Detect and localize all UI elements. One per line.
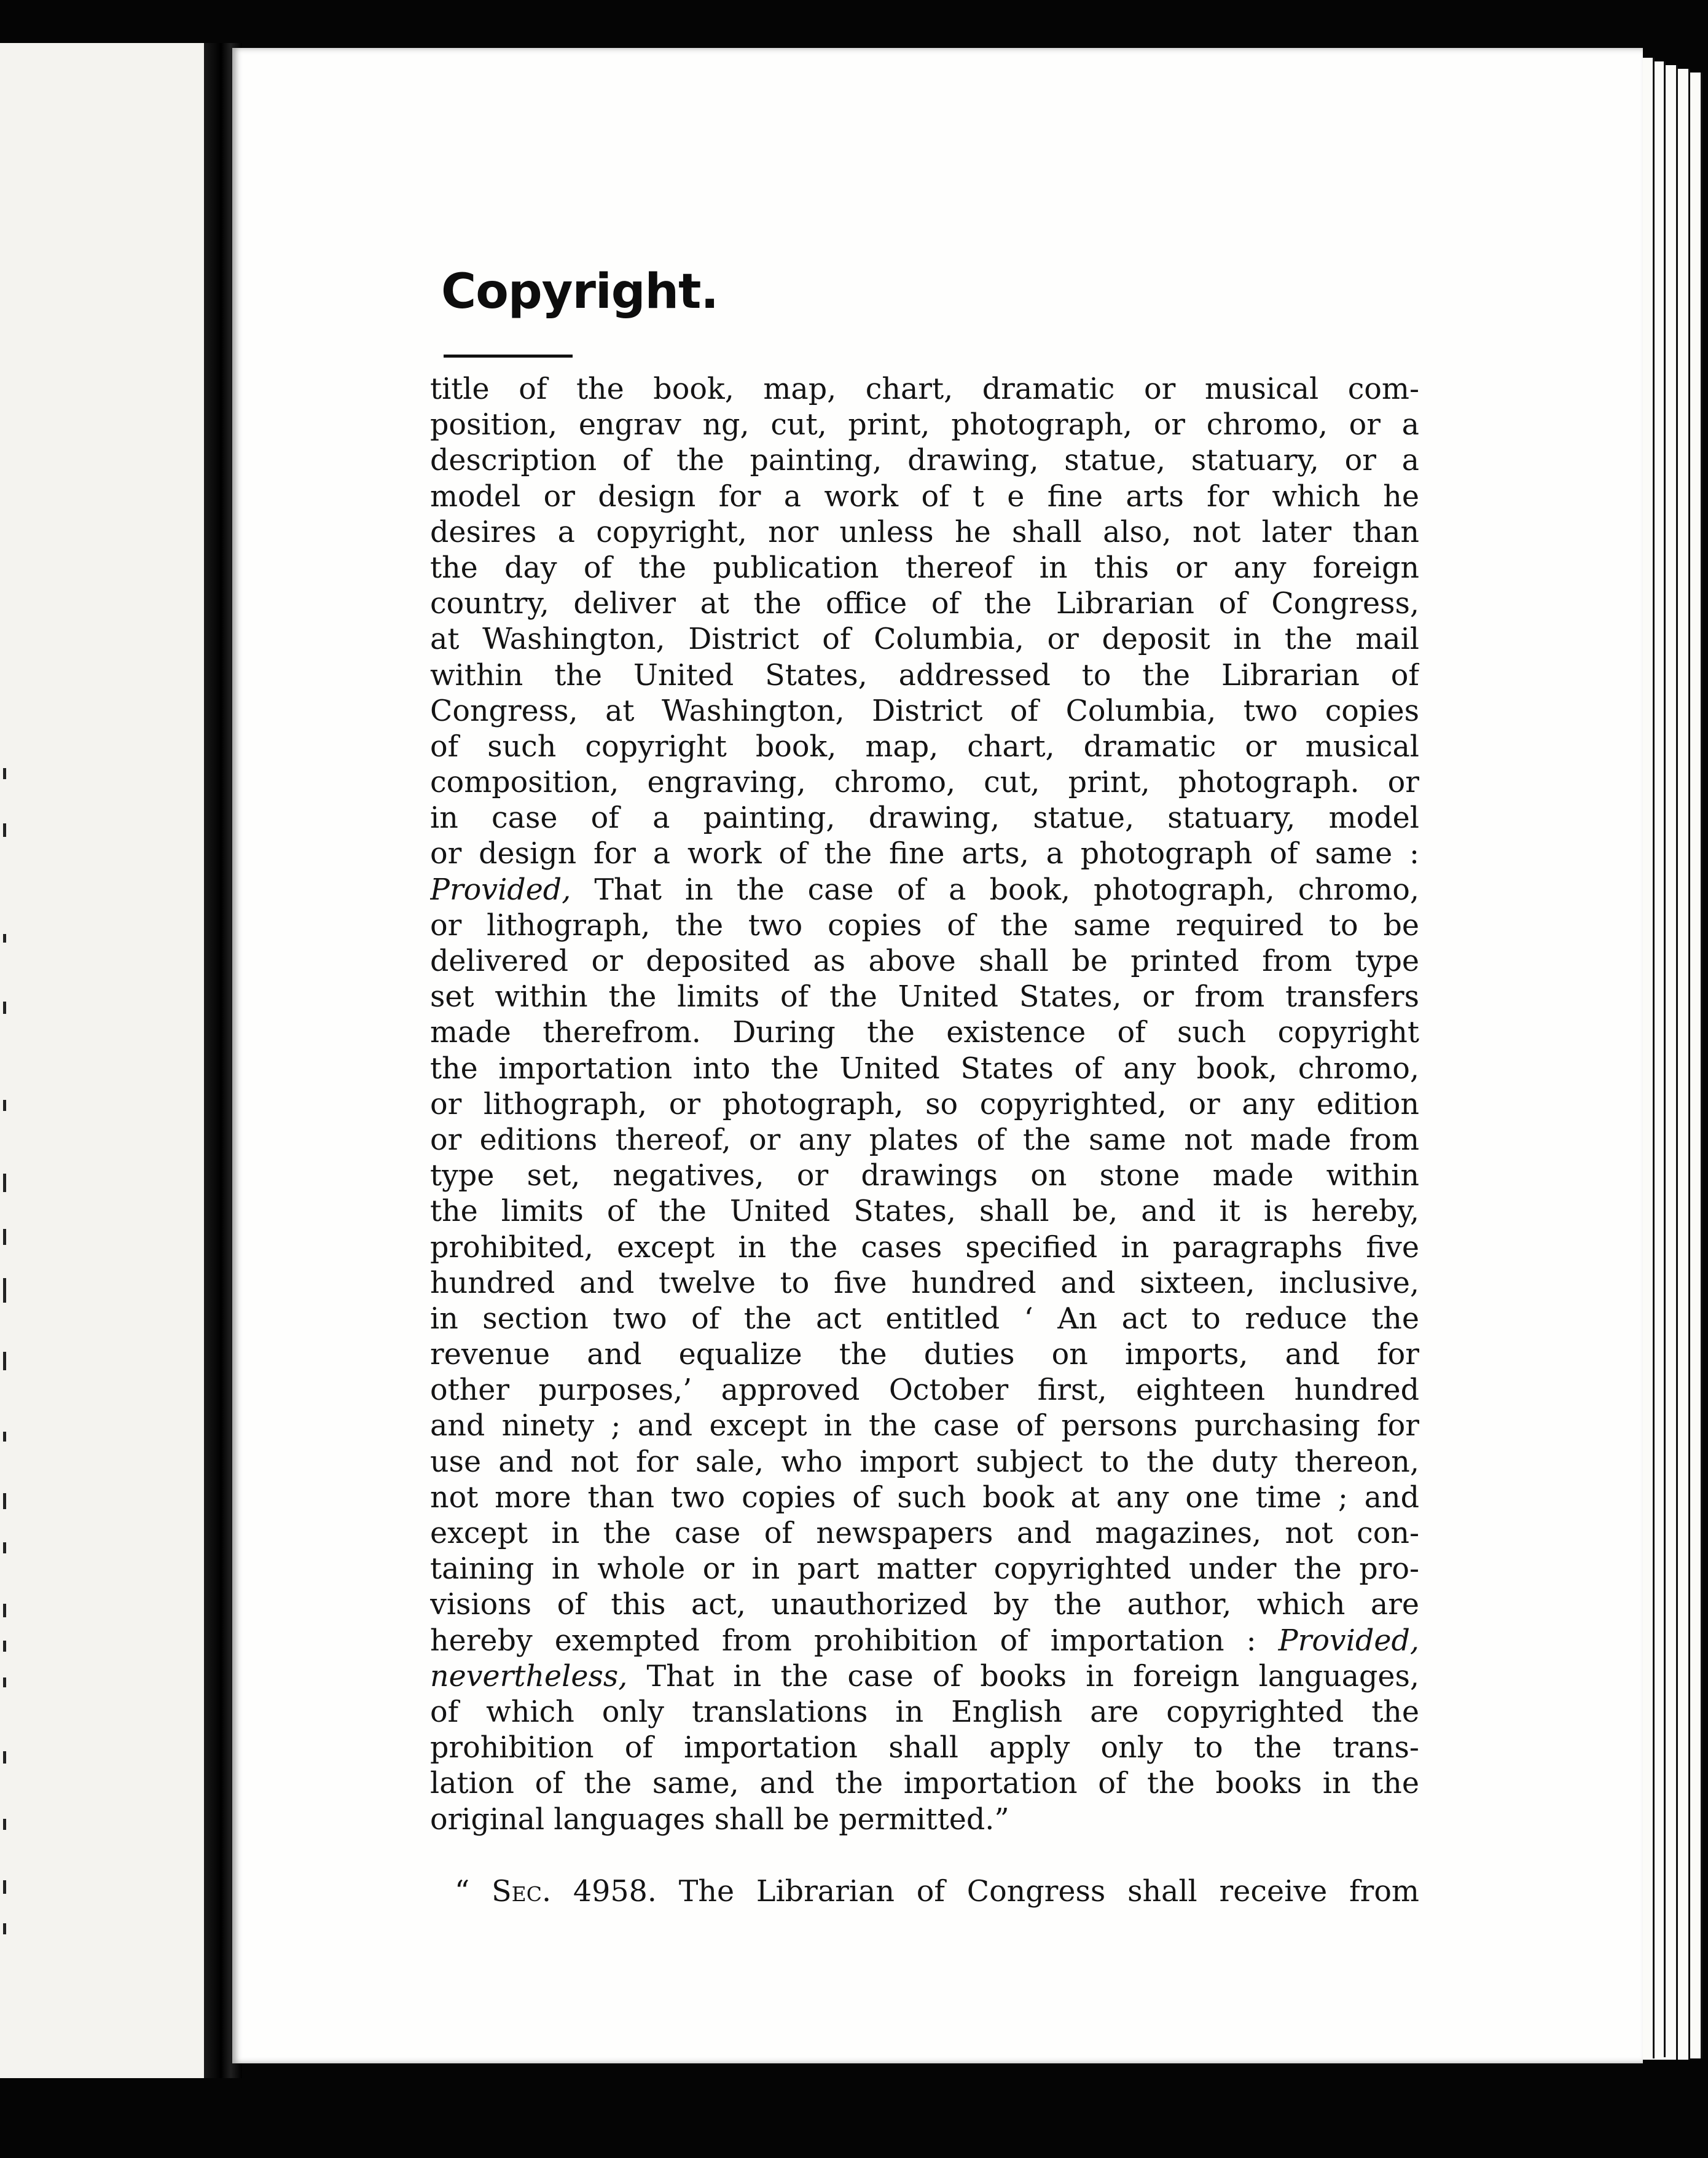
text-line: the importation into the United States of any book, chromo,	[430, 1051, 1419, 1086]
italic-provided: Provided,	[1278, 1623, 1419, 1658]
text-line: prohibited, except in the cases specified in paragraphs five	[430, 1230, 1419, 1265]
text-line: or lithograph, or photograph, so copyrighted, or any edition	[430, 1087, 1419, 1121]
text-line: except in the case of newspapers and magazines, not con-	[430, 1516, 1419, 1550]
text-line: in case of a painting, drawing, statue, statuary, model	[430, 801, 1419, 836]
section-heading-line	[455, 1874, 1419, 1910]
text-line: in section two of the act entitled ‘ An act to reduce the	[430, 1301, 1419, 1336]
text-line: description of the painting, drawing, statue, statuary, or a	[430, 444, 1419, 478]
facing-page-edge	[0, 43, 224, 2078]
body-text	[430, 372, 1419, 1838]
text-line: lation of the same, and the importation of the books in the	[430, 1767, 1419, 1801]
text-line: at Washington, District of Columbia, or deposit in the mail	[430, 622, 1419, 657]
section-label: Sec.	[492, 1875, 552, 1909]
section-number: 4958.	[551, 1875, 657, 1909]
text-line: Congress, at Washington, District of Columbia, two copies	[430, 694, 1419, 728]
text-line: taining in whole or in part matter copyrighted under the pro-	[430, 1552, 1419, 1587]
text-line: position, engrav ng, cut, print, photograph, or chromo, or a	[430, 408, 1419, 442]
text-line: type set, negatives, or drawings on stone made within	[430, 1159, 1419, 1193]
text-line: of which only translations in English are copyrighted the	[430, 1695, 1419, 1729]
text-line: country, deliver at the office of the Librarian of Congress,	[430, 587, 1419, 621]
text-line-nevertheless	[430, 1659, 1419, 1695]
text-line: revenue and equalize the duties on imports, and for	[430, 1338, 1419, 1372]
text-fragment: hereby exempted from prohibition of importation :	[430, 1623, 1279, 1658]
open-quote: “	[455, 1875, 492, 1909]
text-line: or design for a work of the fine arts, a photograph of same :	[430, 837, 1419, 871]
italic-provided: Provided,	[430, 873, 571, 907]
text-line: title of the book, map, chart, dramatic or musical com-	[430, 372, 1419, 406]
running-head: Copyright.	[441, 264, 718, 320]
text-line: composition, engraving, chromo, cut, print, photograph. or	[430, 766, 1419, 800]
text-line: of such copyright book, map, chart, dramatic or musical	[430, 729, 1419, 764]
text-line: the day of the publication thereof in this or any foreign	[430, 551, 1419, 585]
section-text: The Librarian of Congress shall receive from	[656, 1875, 1419, 1909]
text-line: hundred and twelve to five hundred and sixteen, inclusive,	[430, 1266, 1419, 1300]
text-line: or editions thereof, or any plates of the same not made from	[430, 1123, 1419, 1157]
text-line: desires a copyright, nor unless he shall also, not later than	[430, 515, 1419, 549]
text-line: and ninety ; and except in the case of persons purchasing for	[430, 1409, 1419, 1443]
text-line: delivered or deposited as above shall be printed from type	[430, 944, 1419, 978]
text-line-provided	[430, 873, 1419, 908]
text-line: made therefrom. During the existence of such copyright	[430, 1016, 1419, 1050]
text-line: prohibition of importation shall apply only to the trans-	[430, 1731, 1419, 1765]
text-line-exempt	[430, 1623, 1419, 1659]
text-line: model or design for a work of t e fine arts for which he	[430, 479, 1419, 514]
text-line: not more than two copies of such book at any one time ; and	[430, 1480, 1419, 1515]
running-head-rule	[444, 355, 573, 358]
text-line: other purposes,’ approved October first, eighteen hundred	[430, 1373, 1419, 1408]
text-line: visions of this act, unauthorized by the author, which are	[430, 1588, 1419, 1622]
text-fragment: That in the case of books in foreign languages,	[627, 1659, 1419, 1693]
text-line: set within the limits of the United States, or from transfers	[430, 980, 1419, 1014]
text-fragment: That in the case of a book, photograph, chromo,	[571, 873, 1419, 907]
text-line: the limits of the United States, shall be, and it is hereby,	[430, 1195, 1419, 1229]
italic-nevertheless: nevertheless,	[430, 1659, 628, 1693]
text-line: or lithograph, the two copies of the same required to be	[430, 908, 1419, 943]
text-line: within the United States, addressed to the Librarian of	[430, 658, 1419, 693]
text-line: use and not for sale, who import subject to the duty thereon,	[430, 1445, 1419, 1479]
text-line-final: original languages shall be permitted.”	[430, 1802, 1009, 1837]
